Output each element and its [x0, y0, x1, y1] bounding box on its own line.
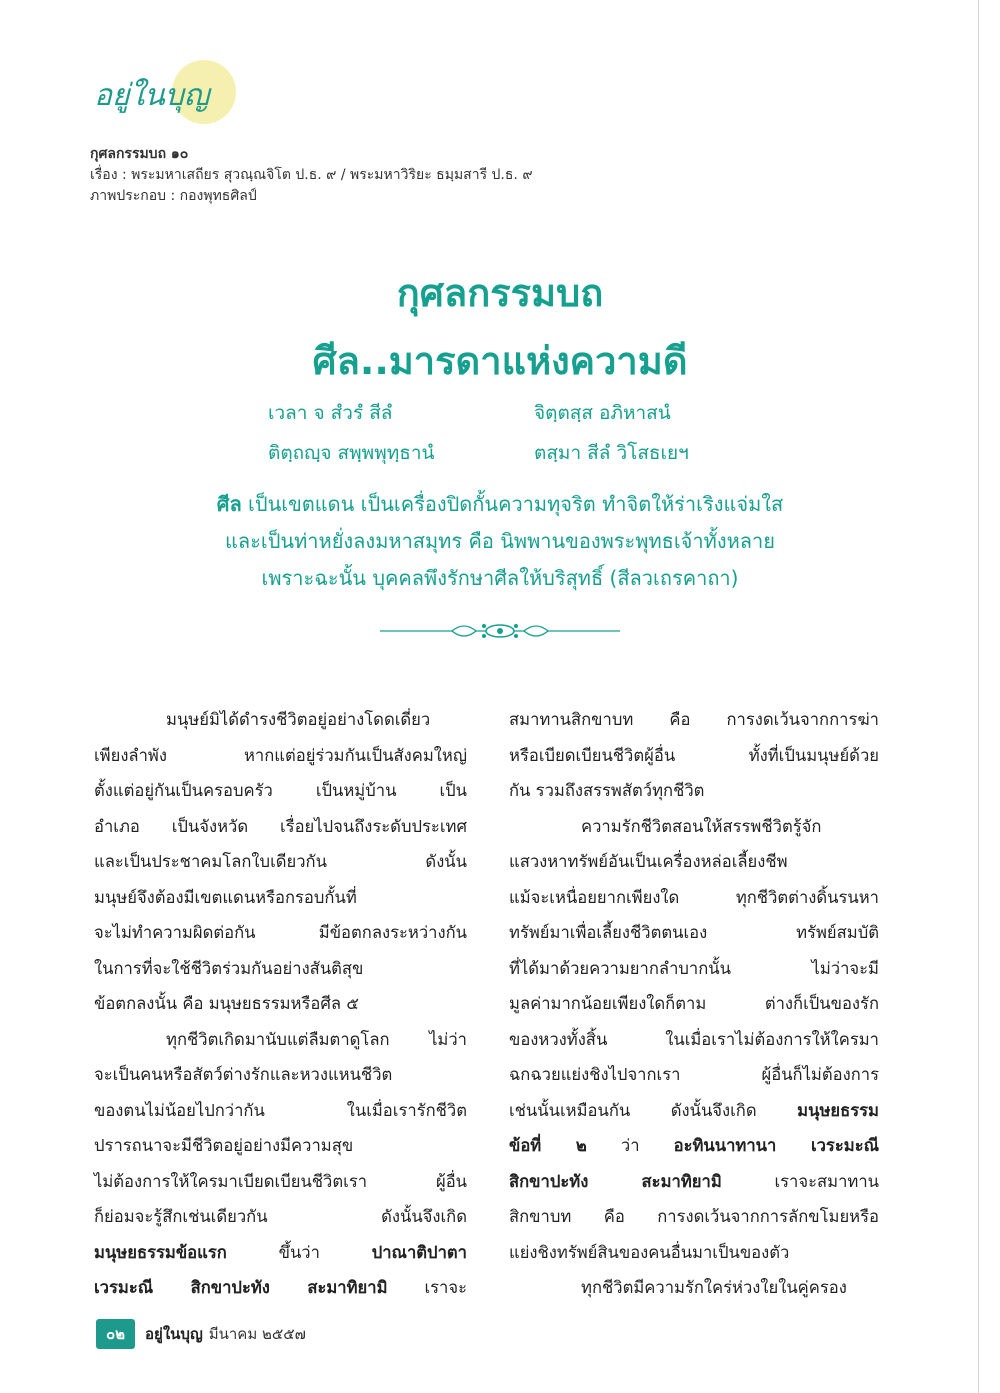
left-line: ของตนไม่น้อยไปกว่ากัน ในเมื่อเรารักชีวิต [94, 1100, 467, 1120]
left-line: ทุกชีวิตเกิดมานับแต่ลืมตาดูโลก ไม่ว่า [166, 1029, 467, 1049]
right-line: กัน รวมถึงสรรพสัตว์ทุกชีวิต [509, 781, 705, 800]
logo-text: อยู่ในบุญ [94, 78, 210, 113]
right-line: มูลค่ามากน้อยเพียงใดก็ตาม ต่างก็เป็นของรัก [509, 994, 879, 1013]
right-line [509, 1164, 879, 1200]
magazine-logo [94, 60, 234, 126]
right-line: สมาทานสิกขาบท คือ การงดเว้นจากการฆ่า [509, 710, 879, 729]
intro-line-1-text: เป็นเขตแดน เป็นเครื่องปิดกั้นความทุจริต ทำจิตให้ร่าเริงแจ่มใส [241, 492, 784, 516]
article-meta [90, 144, 533, 207]
ornament-divider [380, 617, 620, 645]
page-title: กุศลกรรมบถ [396, 271, 604, 315]
left-line: และเป็นประชาคมโลกใบเดียวกัน ดังนั้น [94, 852, 467, 871]
author-line: เรื่อง : พระมหาเสถียร สุวณฺณจิโต ป.ธ. ๙ / พระมหาวิริยะ ธมฺมสารี ป.ธ. ๙ [90, 167, 533, 183]
intro-line-1 [0, 486, 1000, 523]
body-left-column [94, 702, 467, 1306]
left-line: ข้อตกลงนั้น คือ มนุษยธรรมหรือศีล ๕ [94, 994, 359, 1013]
left-text: เราจะ [387, 1278, 467, 1297]
body-right-column [509, 702, 879, 1306]
left-line [94, 1235, 467, 1271]
left-line: มนุษย์จึงต้องมีเขตแดนหรือกรอบกั้นที่ [94, 887, 357, 907]
right-line: หรือเบียดเบียนชีวิตผู้อื่น ทั้งที่เป็นมนุษย์ด้วย [509, 745, 879, 765]
intro-bold-word: ศีล [216, 492, 242, 516]
right-line: ที่ได้มาด้วยความยากลำบากนั้น ไม่ว่าจะมี [509, 958, 879, 978]
left-text: ขึ้นว่า [226, 1242, 372, 1262]
intro-line-2: และเป็นท่าหยั่งลงมหาสมุทร คือ นิพพานของพระพุทธเจ้าทั้งหลาย [225, 529, 775, 553]
right-line: แสวงหาทรัพย์อันเป็นเครื่องหล่อเลี้ยงชีพ [509, 852, 788, 871]
left-bold: มนุษยธรรมข้อแรก [94, 1242, 227, 1262]
intro-line-3: เพราะฉะนั้น บุคคลพึงรักษาศีลให้บริสุทธิ์ (สีลวเถรคาถา) [261, 566, 739, 590]
page-number: ๐๒ [96, 1319, 135, 1349]
column-name: กุศลกรรมบถ ๑๐ [90, 146, 189, 162]
left-line: อำเภอ เป็นจังหวัด เรื่อยไปจนถึงระดับประเทศ [94, 816, 467, 836]
verse-line-1-right: จิตฺตสฺส อภิหาสนํ [534, 402, 671, 424]
left-bold: เวรมะณี สิกขาปะทัง สะมาทิยามิ [94, 1278, 388, 1297]
right-text: ว่า [586, 1136, 674, 1155]
illustration-line: ภาพประกอบ : กองพุทธศิลป์ [90, 188, 257, 204]
left-line: จะเป็นคนหรือสัตว์ต่างรักและหวงแหนชีวิต [94, 1065, 393, 1084]
left-line: ไม่ต้องการให้ใครมาเบียดเบียนชีวิตเรา ผู้อื่น [94, 1171, 467, 1191]
left-line [94, 1270, 467, 1306]
verse-line-1-left: เวลา จ สํวรํ สีลํ [268, 402, 393, 424]
page-footer [96, 1321, 306, 1347]
right-text: เราจะสมาทาน [721, 1171, 879, 1191]
right-line: แม้จะเหนื่อยยากเพียงใด ทุกชีวิตต่างดิ้นรนหา [509, 887, 879, 907]
intro-translation [0, 486, 1000, 597]
right-bold: ข้อที่ ๒ [509, 1136, 587, 1155]
page-edge-line [978, 0, 979, 1393]
left-line: จะไม่ทำความผิดต่อกัน มีข้อตกลงระหว่างกัน [94, 923, 467, 942]
right-line [509, 1128, 879, 1164]
right-line: ฉกฉวยแย่งชิงไปจากเรา ผู้อื่นก็ไม่ต้องการ [509, 1065, 879, 1084]
right-line: ทุกชีวิตมีความรักใคร่ห่วงใยในคู่ครอง [581, 1278, 847, 1297]
left-line: มนุษย์มิได้ดำรงชีวิตอยู่อย่างโดดเดี่ยว [166, 710, 431, 729]
left-bold: ปาณาติปาตา [371, 1242, 467, 1262]
verse-line-2-left: ติตฺถญฺจ สพฺพพุทฺธานํ [268, 442, 435, 464]
verse-line-2-right: ตสฺมา สีลํ วิโสธเยฯ [534, 442, 689, 464]
left-line: ในการที่จะใช้ชีวิตร่วมกันอย่างสันติสุข [94, 958, 364, 978]
page-subtitle: ศีล..มารดาแห่งความดี [312, 339, 688, 383]
footer-issue: มีนาคม ๒๕๕๗ [208, 1325, 306, 1343]
right-bold: มนุษยธรรม [797, 1100, 879, 1120]
right-line: ของหวงทั้งสิ้น ในเมื่อเราไม่ต้องการให้ใครมา [509, 1029, 879, 1049]
footer-magazine-name: อยู่ในบุญ [145, 1325, 203, 1343]
right-line: ความรักชีวิตสอนให้สรรพชีวิตรู้จัก [581, 816, 822, 836]
right-line: แย่งชิงทรัพย์สินของคนอื่นมาเป็นของตัว [509, 1242, 790, 1262]
left-line: ตั้งแต่อยู่กันเป็นครอบครัว เป็นหมู่บ้าน เป็น [94, 781, 467, 800]
left-line: เพียงลำพัง หากแต่อยู่ร่วมกันเป็นสังคมใหญ่ [94, 745, 467, 765]
right-line: ทรัพย์มาเพื่อเลี้ยงชีวิตตนเอง ทรัพย์สมบัติ [509, 923, 879, 942]
right-bold: สิกขาปะทัง สะมาทิยามิ [509, 1171, 722, 1191]
right-line: สิกขาบท คือ การงดเว้นจากการลักขโมยหรือ [509, 1207, 879, 1226]
left-line: ก็ย่อมจะรู้สึกเช่นเดียวกัน ดังนั้นจึงเกิด [94, 1207, 467, 1226]
right-line [509, 1093, 879, 1129]
right-text: เช่นนั้นเหมือนกัน ดังนั้นจึงเกิด [509, 1100, 798, 1120]
left-line: ปรารถนาจะมีชีวิตอยู่อย่างมีความสุข [94, 1136, 354, 1155]
right-bold: อะทินนาทานา เวระมะณี [673, 1136, 880, 1155]
